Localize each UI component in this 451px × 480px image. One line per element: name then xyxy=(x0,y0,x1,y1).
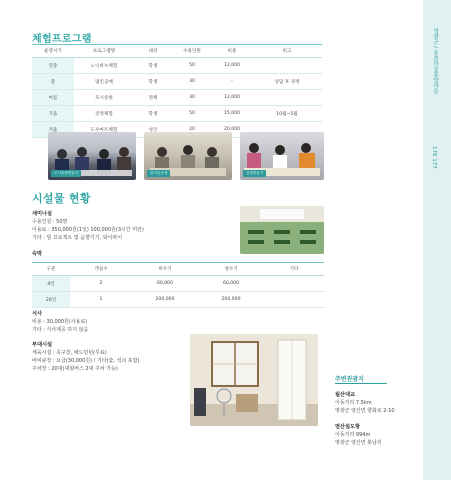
table-header-row xyxy=(32,263,324,276)
photo-caption: 강정만들기 xyxy=(243,170,266,177)
table-row xyxy=(32,276,324,292)
meal-cost: 비용 : 30,000원(사용료) xyxy=(32,319,88,325)
table-cell xyxy=(264,292,324,308)
room-illustration xyxy=(190,334,318,426)
table-cell xyxy=(252,58,322,74)
program-photo-2 xyxy=(144,132,232,180)
nearby-place-distance: 이동거리 7.5km xyxy=(335,400,372,406)
table-cell: 12,000 xyxy=(212,90,252,106)
col-header: 비수기 xyxy=(132,263,198,276)
meal-extra: 기타 : 식사제공 하지 않음 xyxy=(32,327,89,333)
table-row xyxy=(32,74,322,90)
table-cell: 20인 xyxy=(32,292,70,308)
table-cell: 겨울 xyxy=(32,122,74,138)
table-cell: - xyxy=(212,74,252,90)
table-cell: 학생 xyxy=(134,74,172,90)
lodging-table xyxy=(32,262,324,308)
table-cell: 50 xyxy=(172,58,212,74)
table-cell xyxy=(252,90,322,106)
table-cell: 60,000 xyxy=(132,276,198,292)
program-photo-3 xyxy=(240,132,324,180)
table-row xyxy=(32,90,322,106)
table-cell: 12,000 xyxy=(212,58,252,74)
col-header: 성수기 xyxy=(198,263,264,276)
table-cell: 학생 xyxy=(134,106,172,122)
col-header: 구분 xyxy=(32,263,70,276)
program-photo-1 xyxy=(48,132,136,180)
program-table xyxy=(32,44,322,138)
table-cell: 200,000 xyxy=(198,292,264,308)
table-cell: 연중 xyxy=(32,58,74,74)
seminar-extra: 기타 : 빔 프로젝트 및 음향기기, 와이파이 xyxy=(32,235,123,241)
table-cell: 전체 xyxy=(134,90,172,106)
table-cell: 1 xyxy=(70,292,132,308)
table-cell: 모시송편 xyxy=(74,90,134,106)
table-cell: 50 xyxy=(172,106,212,122)
table-cell: 4인 xyxy=(32,276,70,292)
seminar-room-illustration xyxy=(240,206,324,254)
table-cell: 성인 xyxy=(134,122,172,138)
table-header-row xyxy=(32,45,322,58)
col-header: 대상 xyxy=(134,45,172,58)
extra-line: 주차장 : 20대(대형버스 2대 주차 가능) xyxy=(32,366,118,372)
col-header: 운영시기 xyxy=(32,45,74,58)
extra-title: 부대시설 xyxy=(32,342,53,348)
nearby-place-name: 염산설도항 xyxy=(335,424,361,430)
table-cell: 20,000 xyxy=(212,122,252,138)
table-cell: 학생 xyxy=(134,58,172,74)
page-numbers: 176 177 xyxy=(431,146,437,169)
nearby-title: 주변관광지 xyxy=(335,376,364,383)
col-header: 프로그램명 xyxy=(74,45,134,58)
nearby-place-distance: 이동거리 994m xyxy=(335,432,371,438)
table-cell: 200,000 xyxy=(132,292,198,308)
seminar-photo xyxy=(240,206,324,254)
nearby-place-address: 영광군 염산면 봉남리 xyxy=(335,440,382,446)
side-tab-region: 영광군 / 웅촌마을휴양마을 xyxy=(432,28,438,94)
seminar-title: 세미나실 xyxy=(32,211,53,217)
section-title-facilities: 시설물 현황 xyxy=(32,192,91,205)
section-title-programs: 체험프로그램 xyxy=(32,34,92,45)
table-cell: 여름 xyxy=(32,90,74,106)
table-row xyxy=(32,106,322,122)
photo-caption: 한지등공예 xyxy=(147,170,170,177)
table-cell: 30 xyxy=(172,90,212,106)
table-cell: 2 xyxy=(70,276,132,292)
side-tab xyxy=(423,0,451,480)
table-cell: 노니바누체험 xyxy=(74,58,134,74)
table-cell: 봄 xyxy=(32,74,74,90)
extra-line: 체육시설 : 족구장, 배드민턴(무료) xyxy=(32,350,107,356)
nearby-place-name: 웜산대교 xyxy=(335,392,356,398)
table-cell: 60,000 xyxy=(198,276,264,292)
photo-caption: 모시송편만들기 xyxy=(51,170,81,177)
table-cell: 10월~5월 xyxy=(252,106,322,122)
table-cell: 가을 xyxy=(32,106,74,122)
col-header: 비용 xyxy=(212,45,252,58)
table-cell xyxy=(264,276,324,292)
nearby-divider xyxy=(335,383,387,384)
col-header: 객실수 xyxy=(70,263,132,276)
col-header: 비고 xyxy=(252,45,322,58)
extra-line: 바비큐장 : 요금(30,000원) / 기타(숯, 석쇠 포함) xyxy=(32,358,140,364)
table-cell: 상담 후 경정 xyxy=(252,74,322,90)
seminar-fee: 이용료 : 350,000원(1일) 100,000원(3시간 미만) xyxy=(32,227,144,233)
nearby-place-address: 영광군 염산면 향화로 2-10 xyxy=(335,408,395,414)
table-row xyxy=(32,58,322,74)
room-photo xyxy=(190,334,318,426)
lodging-title: 숙박 xyxy=(32,251,43,257)
table-cell: 도우마트체험 xyxy=(74,122,134,138)
meal-title: 식사 xyxy=(32,311,43,317)
table-cell: 강정체험 xyxy=(74,106,134,122)
table-cell: 15,000 xyxy=(212,106,252,122)
table-cell: 20 xyxy=(172,122,212,138)
col-header: 수용인원 xyxy=(172,45,212,58)
table-row xyxy=(32,292,324,308)
table-cell: 30 xyxy=(172,74,212,90)
table-cell: 냅킨공예 xyxy=(74,74,134,90)
seminar-capacity: 수용인원 : 50명 xyxy=(32,219,68,225)
col-header: 기타 xyxy=(264,263,324,276)
